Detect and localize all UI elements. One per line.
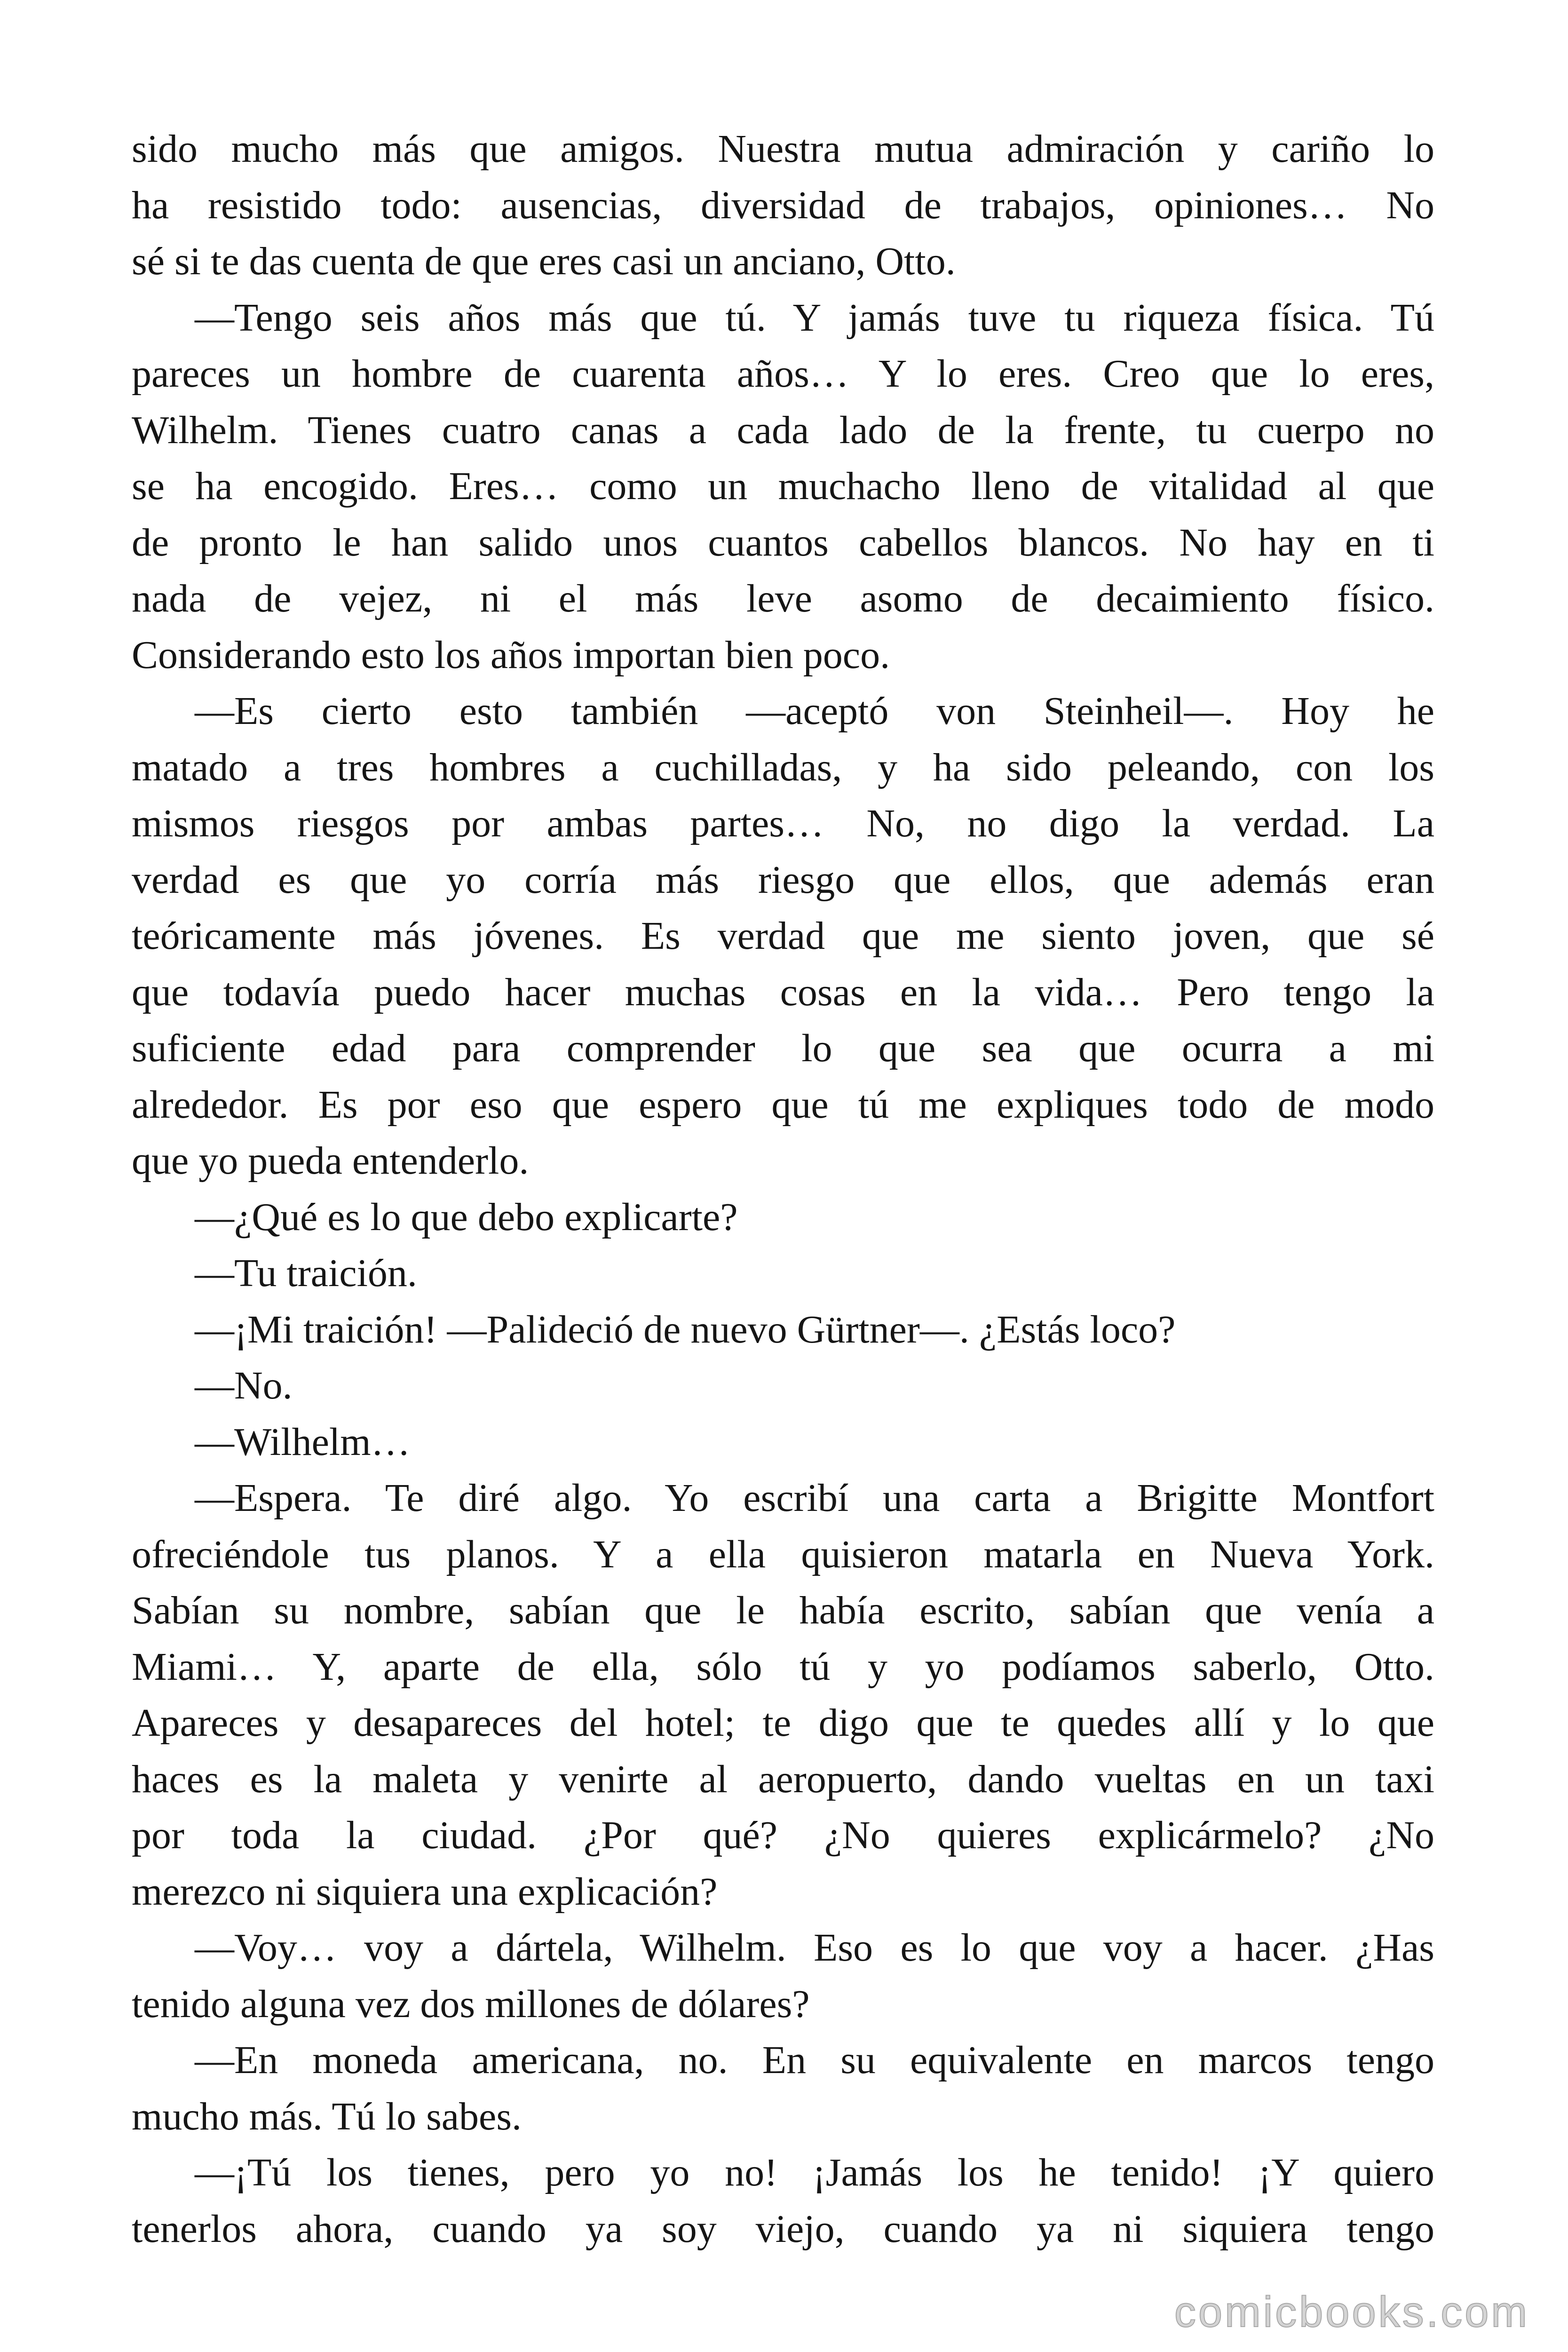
text-line: alrededor. Es por eso que espero que tú me expliques todo de modo xyxy=(132,1082,1434,1127)
text-line: tenerlos ahora, cuando ya soy viejo, cuando ya ni siquiera tengo xyxy=(132,2207,1434,2251)
text-line: —Tu traición. xyxy=(195,1251,417,1295)
text-line: se ha encogido. Eres… como un muchacho lleno de vitalidad al que xyxy=(132,464,1434,508)
text-line: suficiente edad para comprender lo que sea que ocurra a mi xyxy=(132,1026,1434,1070)
text-line: —¿Qué es lo que debo explicarte? xyxy=(195,1195,738,1239)
paragraph xyxy=(132,1414,1434,1470)
text-line: teóricamente más jóvenes. Es verdad que me siento joven, que sé xyxy=(132,914,1434,958)
text-line: por toda la ciudad. ¿Por qué? ¿No quieres explicármelo? ¿No xyxy=(132,1813,1434,1857)
text-line: Sabían su nombre, sabían que le había escrito, sabían que venía a xyxy=(132,1589,1434,1632)
paragraph xyxy=(132,2145,1434,2257)
text-line: tenido alguna vez dos millones de dólares? xyxy=(132,1982,810,2026)
text-line: mucho más. Tú lo sabes. xyxy=(132,2094,522,2138)
paragraph xyxy=(132,121,1434,290)
text-line: haces es la maleta y venirte al aeropuerto, dando vueltas en un taxi xyxy=(132,1757,1434,1801)
text-line: merezco ni siquiera una explicación? xyxy=(132,1869,718,1914)
paragraph xyxy=(132,1189,1434,1246)
text-line: ha resistido todo: ausencias, diversidad de trabajos, opiniones… No xyxy=(132,183,1434,227)
text-line: Miami… Y, aparte de ella, sólo tú y yo podíamos saberlo, Otto. xyxy=(132,1645,1434,1689)
text-line: —Espera. Te diré algo. Yo escribí una carta a Brigitte Montfort xyxy=(195,1476,1434,1520)
text-line: nada de vejez, ni el más leve asomo de decaimiento físico. xyxy=(132,577,1434,620)
paragraph xyxy=(132,1358,1434,1414)
paragraph xyxy=(132,1920,1434,2032)
text-line: pareces un hombre de cuarenta años… Y lo eres. Creo que lo eres, xyxy=(132,352,1434,396)
page-text xyxy=(132,121,1434,2257)
paragraph xyxy=(132,2032,1434,2145)
text-line: matado a tres hombres a cuchilladas, y ha sido peleando, con los xyxy=(132,745,1434,789)
text-line: —¡Mi traición! —Palideció de nuevo Gürtner—. ¿Estás loco? xyxy=(195,1307,1176,1351)
text-line: —Es cierto esto también —aceptó von Steinheil—. Hoy he xyxy=(195,689,1434,733)
paragraph xyxy=(132,1470,1434,1920)
text-line: —¡Tú los tienes, pero yo no! ¡Jamás los he tenido! ¡Y quiero xyxy=(195,2151,1434,2194)
paragraph xyxy=(132,683,1434,1189)
text-line: Apareces y desapareces del hotel; te digo que te quedes allí y lo que xyxy=(132,1701,1434,1745)
text-line: —En moneda americana, no. En su equivalente en marcos tengo xyxy=(195,2038,1434,2082)
text-line: —Tengo seis años más que tú. Y jamás tuve tu riqueza física. Tú xyxy=(195,295,1434,340)
text-line: sido mucho más que amigos. Nuestra mutua admiración y cariño lo xyxy=(132,127,1434,171)
paragraph xyxy=(132,1302,1434,1358)
text-line: de pronto le han salido unos cuantos cabellos blancos. No hay en ti xyxy=(132,520,1434,564)
text-line: —Wilhelm… xyxy=(195,1420,411,1464)
text-line: que todavía puedo hacer muchas cosas en la vida… Pero tengo la xyxy=(132,970,1434,1014)
text-line: —Voy… voy a dártela, Wilhelm. Eso es lo que voy a hacer. ¿Has xyxy=(195,1926,1434,1970)
text-line: verdad es que yo corría más riesgo que ellos, que además eran xyxy=(132,858,1434,902)
text-line: —No. xyxy=(195,1364,293,1407)
text-line: que yo pueda entenderlo. xyxy=(132,1139,529,1183)
text-line: Wilhelm. Tienes cuatro canas a cada lado de la frente, tu cuerpo no xyxy=(132,408,1434,452)
text-line: sé si te das cuenta de que eres casi un anciano, Otto. xyxy=(132,239,956,283)
paragraph xyxy=(132,1245,1434,1302)
text-line: Considerando esto los años importan bien poco. xyxy=(132,633,890,677)
text-line: ofreciéndole tus planos. Y a ella quisieron matarla en Nueva York. xyxy=(132,1532,1434,1576)
paragraph xyxy=(132,290,1434,683)
text-line: mismos riesgos por ambas partes… No, no digo la verdad. La xyxy=(132,802,1434,845)
watermark-logo: comicbooks.com xyxy=(1174,2288,1529,2336)
